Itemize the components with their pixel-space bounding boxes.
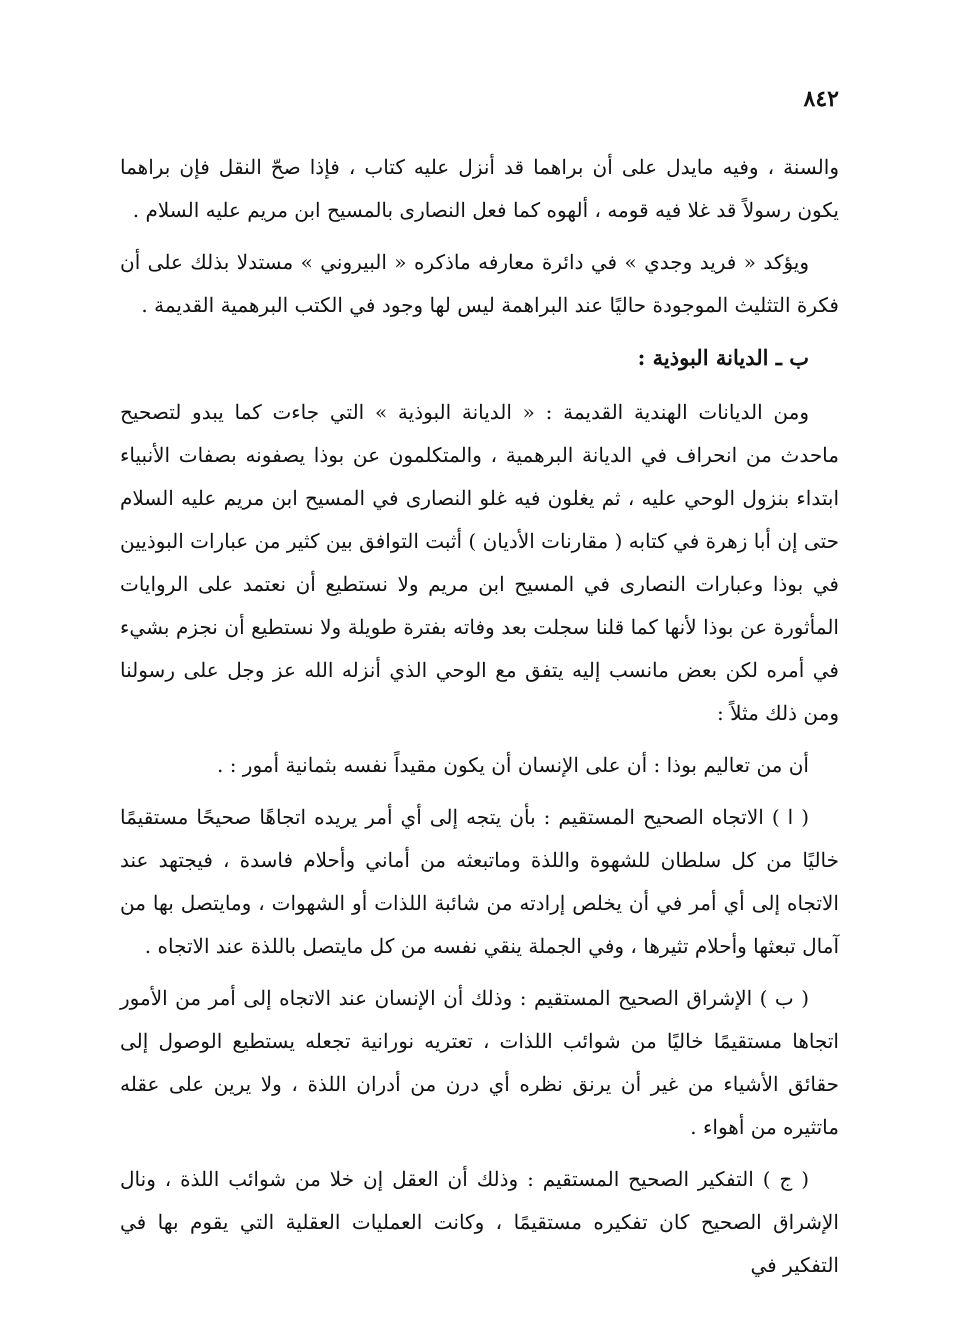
page-number: ٨٤٢ <box>803 86 839 112</box>
paragraph-2: ويؤكد « فريد وجدي » في دائرة معارفه ماذكره « البيروني » مستدلا بذلك على أن فكرة التثليث الموجودة حاليًا عند البراهمة ليس لها وجود في الكتب البرهمية القديمة . <box>120 250 839 317</box>
paragraph-5: ( ا ) الاتجاه الصحيح المستقيم : بأن يتجه إلى أي أمر يريده اتجاهًا صحيحًا مستقيمًا خاليًا من كل سلطان للشهوة واللذة وماتبعثه من أماني وأحلام فاسدة ، فيجتهد عند الاتجاه إلى أي أمر في أن يخلص إرادته من شائبة اللذات أو الشهوات ، ومايتصل بها من آمال تبعثها وأحلام تثيرها ، وفي الجملة ينقي نفسه من كل مايتصل باللذة عند الاتجاه . <box>120 805 839 958</box>
paragraph-1: والسنة ، وفيه مايدل على أن براهما قد أنزل عليه كتاب ، فإذا صحّ النقل فإن براهما يكون رسولاً قد غلا فيه قومه ، ألهوه كما فعل النصارى بالمسيح ابن مريم عليه السلام . <box>120 155 839 222</box>
paragraph-7: ( ج ) التفكير الصحيح المستقيم : وذلك أن العقل إن خلا من شوائب اللذة ، ونال الإشراق الصحيح كان تفكيره مستقيمًا ، وكانت العمليات العقلية التي يقوم بها في التفكير في <box>120 1167 839 1277</box>
paragraph-6: ( ب ) الإشراق الصحيح المستقيم : وذلك أن الإنسان عند الاتجاه إلى أمر من الأمور اتجاها مستقيمًا خاليًا من شوائب اللذات ، تعتريه نورانية تجعله يستطيع الوصول إلى حقائق الأشياء من غير أن يرنق نظره أي درن من أدران اللذة ، ولا يرين على عقله ماتثيره من أهواء . <box>120 986 839 1139</box>
section-heading: ب ـ الديانة البوذية : <box>637 345 809 370</box>
body-text <box>120 146 839 1296</box>
paragraph-3: ومن الديانات الهندية القديمة : « الديانة البوذية » التي جاءت كما يبدو لتصحيح ماحدث من انحراف في الديانة البرهمية ، والمتكلمون عن بوذا يصفونه بصفات الأنبياء ابتداء بنزول الوحي عليه ، ثم يغلون فيه غلو النصارى في المسيح ابن مريم عليه السلام حتى إن أبا زهرة في كتابه ( مقارنات الأديان ) أثبت التوافق بين كثير من عبارات البوذيين في بوذا وعبارات النصارى في المسيح ابن مريم ولا نستطيع أن نعتمد على الروايات المأثورة عن بوذا لأنها كما قلنا سجلت بعد وفاته بفترة طويلة ولا نستطيع أن نجزم بشيء في أمره لكن بعض مانسب إليه يتفق مع الوحي الذي أنزله الله عز وجل على رسولنا ومن ذلك مثلاً : <box>120 400 839 725</box>
paragraph-4: أن من تعاليم بوذا : أن على الإنسان أن يكون مقيداً نفسه بثمانية أمور : . <box>217 753 809 777</box>
